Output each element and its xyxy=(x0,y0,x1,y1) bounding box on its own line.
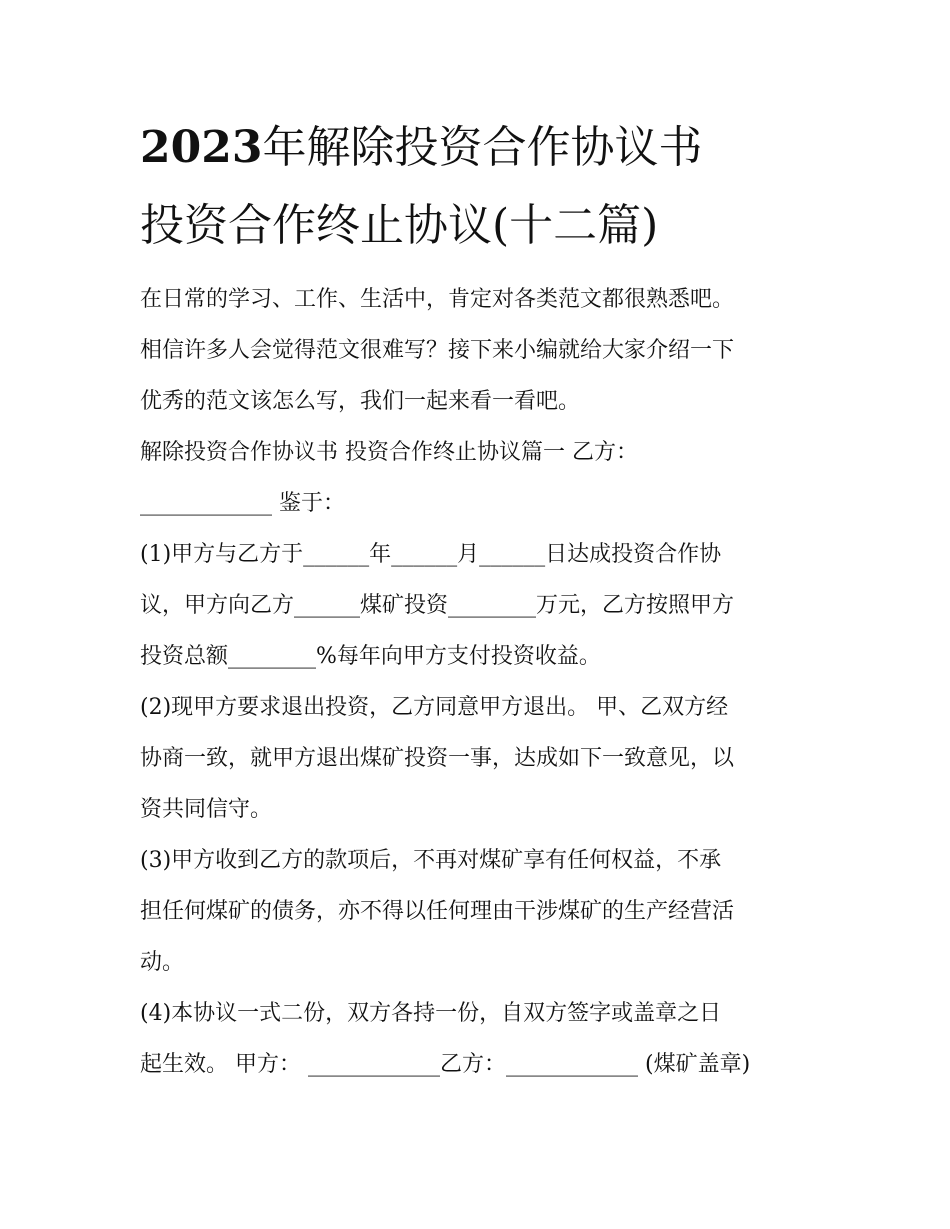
body-line: 起生效。 甲方： ____________乙方：____________ (煤矿盖章) xyxy=(140,1052,751,1077)
body-line: 担任何煤矿的债务，亦不得以任何理由干涉煤矿的生产经营活 xyxy=(140,899,735,924)
body-line: 解除投资合作协议书 投资合作终止协议篇一 乙方： xyxy=(140,440,638,465)
body-line: 投资总额________%每年向甲方支付投资收益。 xyxy=(140,644,601,669)
title-year: 2023 xyxy=(140,122,263,173)
body-line: 优秀的范文该怎么写，我们一起来看一看吧。 xyxy=(140,389,581,414)
body-line: ____________ 鉴于： xyxy=(140,491,345,516)
body-line: (4)本协议一式二份，双方各持一份，自双方签字或盖章之日 xyxy=(140,1001,722,1026)
body-line: 资共同信守。 xyxy=(140,797,273,822)
body-line: 议，甲方向乙方______煤矿投资________万元，乙方按照甲方 xyxy=(140,593,735,618)
body-line: (1)甲方与乙方于______年______月______日达成投资合作协 xyxy=(140,542,722,567)
body-line: 协商一致，就甲方退出煤矿投资一事，达成如下一致意见，以 xyxy=(140,746,735,771)
body-line: (2)现甲方要求退出投资，乙方同意甲方退出。 甲、乙双方经 xyxy=(140,695,729,720)
body-line: 相信许多人会觉得范文很难写？接下来小编就给大家介绍一下 xyxy=(140,338,735,363)
document-title-line-1 xyxy=(140,120,840,176)
body-line: (3)甲方收到乙方的款项后，不再对煤矿享有任何权益，不承 xyxy=(140,848,722,873)
title-line-1-text: 年解除投资合作协议书 xyxy=(262,122,703,173)
document-title-line-2: 投资合作终止协议(十二篇) xyxy=(140,200,659,251)
body-line: 在日常的学习、工作、生活中，肯定对各类范文都很熟悉吧。 xyxy=(140,287,735,312)
body-line: 动。 xyxy=(140,950,185,975)
